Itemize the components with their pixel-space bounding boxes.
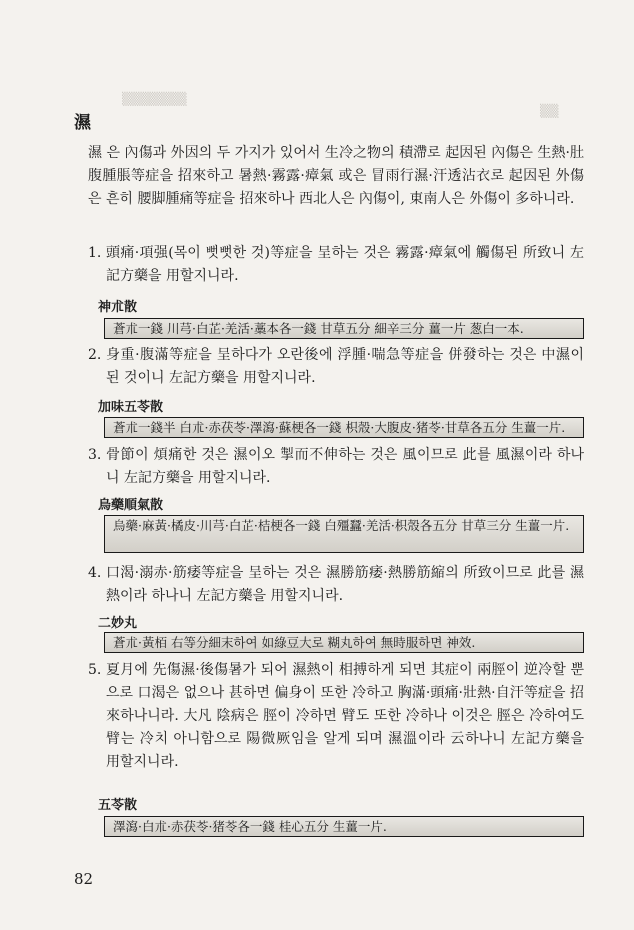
list-item — [88, 344, 584, 390]
item-text: 口渴·溺赤·筋痿等症을 呈하는 것은 濕勝筋痿·熱勝筋縮의 所致이므로 此를 濕熱이라 하나니 左記方藥을 用할지니라. — [106, 565, 584, 604]
list-item — [88, 659, 584, 797]
prescription-name: 神朮散 — [98, 300, 138, 315]
bleed-through-text: ▒▒▒▒▒▒▒ — [122, 92, 187, 106]
page-number: 82 — [74, 870, 94, 888]
item-number: 1. — [88, 245, 102, 261]
prescription-name: 二妙丸 — [98, 616, 138, 631]
list-item — [88, 562, 584, 608]
item-text: 頭痛·項强(목이 뻣뻣한 것)等症을 呈하는 것은 霧露·瘴氣에 觸傷된 所致니 左記方藥을 用할지니라. — [106, 245, 584, 284]
list-item — [88, 242, 584, 288]
item-text: 骨節이 煩痛한 것은 濕이오 掣而不伸하는 것은 風이므로 此를 風濕이라 하나니 左記方藥을 用할지니라. — [106, 447, 584, 486]
section-heading: 濕 — [74, 113, 91, 133]
prescription-formula: 澤瀉·白朮·赤茯苓·猪苓各一錢 桂心五分 生薑一片. — [104, 816, 584, 837]
prescription-formula: 蒼朮一錢 川芎·白芷·羌活·藁本各一錢 甘草五分 細辛三分 薑一片 葱白一本. — [104, 318, 584, 339]
prescription-formula: 烏藥·麻黃·橘皮·川芎·白芷·桔梗各一錢 白殭蠶·羌活·枳殼各五分 甘草三分 生薑一片. — [104, 515, 584, 553]
item-number: 5. — [88, 662, 102, 678]
item-number: 3. — [88, 447, 102, 463]
item-text: 夏月에 先傷濕·後傷暑가 되어 濕熱이 相搏하게 되면 其症이 兩脛이 逆冷할 뿐으로 口渴은 없으나 甚하면 偏身이 또한 冷하고 胸滿·頭痛·壯熱·自汗等症을 招來하나니라. 大凡 陰病은 脛이 冷하면 臂도 또한 冷하나 이것은 脛은 冷하여도 臂는 冷치 아니함으로 陽微厥임을 알게 되며 濕溫이라 云하나니 左記方藥을 用할지니라. — [106, 662, 584, 770]
item-number: 4. — [88, 565, 102, 581]
item-text: 身重·腹滿等症을 呈하다가 오란後에 浮腫·喘急等症을 併發하는 것은 中濕이 된 것이니 左記方藥을 用할지니라. — [106, 347, 584, 386]
bleed-through-text: ▒▒ — [540, 104, 559, 118]
item-number: 2. — [88, 347, 102, 363]
prescription-name: 烏藥順氣散 — [98, 498, 164, 513]
prescription-formula: 蒼朮一錢半 白朮·赤茯苓·澤瀉·蘇梗各一錢 枳殼·大腹皮·猪苓·甘草各五分 生薑一片. — [104, 417, 584, 438]
prescription-formula: 蒼朮·黃栢 右等分細末하여 如綠豆大로 糊丸하여 無時服하면 神效. — [104, 632, 584, 653]
prescription-name: 加味五苓散 — [98, 400, 164, 415]
list-item — [88, 444, 584, 490]
prescription-name: 五苓散 — [98, 798, 138, 813]
intro-paragraph: 濕 은 內傷과 外因의 두 가지가 있어서 生冷之物의 積滯로 起因된 內傷은 生熱·肚腹腫脹等症을 招來하고 暑熱·霧露·瘴氣 或은 冒雨行濕·汗透沾衣로 起因된 外傷은 흔히 腰脚腫痛等症을 招來하나 西北人은 內傷이, 東南人은 外傷이 多하니라. — [88, 145, 584, 207]
